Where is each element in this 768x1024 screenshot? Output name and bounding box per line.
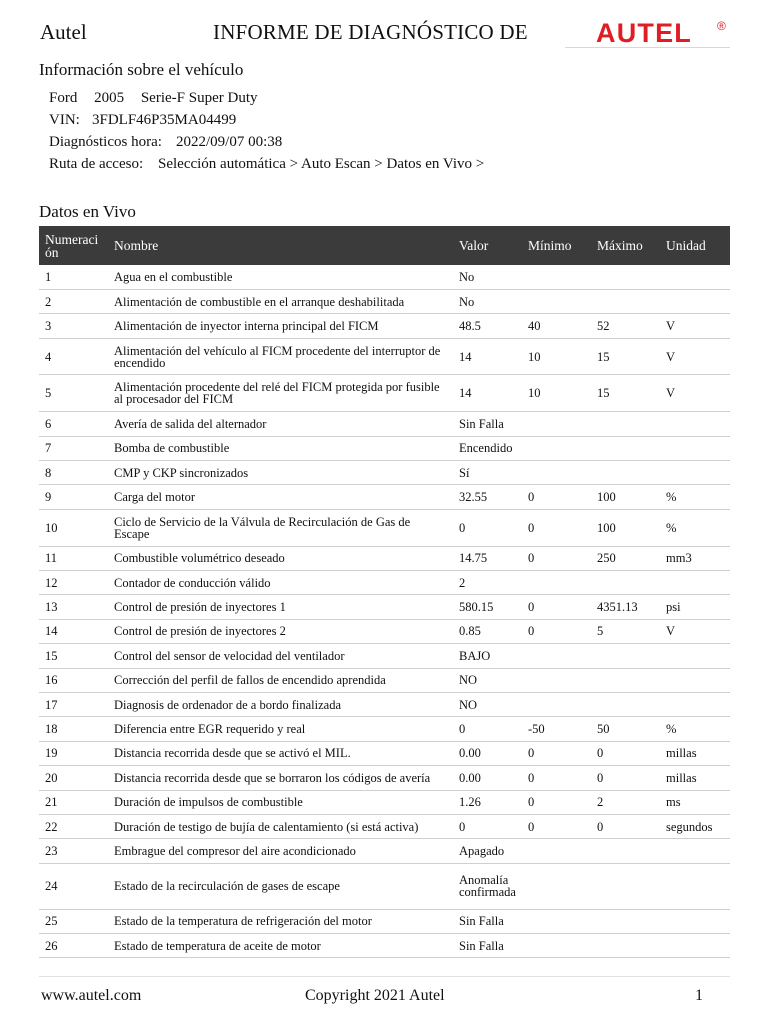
cell-max (591, 436, 660, 460)
cell-name: Control de presión de inyectores 1 (108, 595, 453, 619)
cell-number: 24 (39, 863, 108, 909)
cell-name: Ciclo de Servicio de la Válvula de Recirculación de Gas de Escape (108, 509, 453, 546)
vehicle-year: 2005 (94, 90, 125, 106)
table-row (39, 934, 730, 958)
cell-name: Carga del motor (108, 485, 453, 509)
cell-value: NO (453, 668, 522, 692)
cell-number: 9 (39, 485, 108, 509)
cell-min: 0 (522, 509, 591, 546)
cell-max: 0 (591, 741, 660, 765)
table-row (39, 619, 730, 643)
cell-name: Contador de conducción válido (108, 571, 453, 595)
cell-min (522, 839, 591, 863)
cell-number: 14 (39, 619, 108, 643)
table-row (39, 863, 730, 909)
table-row (39, 436, 730, 460)
cell-unit (660, 692, 730, 716)
cell-unit (660, 839, 730, 863)
cell-value: No (453, 265, 522, 289)
cell-unit (660, 863, 730, 909)
access-path-value: Selección automática > Auto Escan > Datos en Vivo > (158, 156, 485, 172)
footer-page-number: 1 (695, 987, 703, 1004)
cell-number: 4 (39, 338, 108, 375)
cell-max: 15 (591, 338, 660, 375)
cell-max (591, 692, 660, 716)
cell-min: 10 (522, 375, 591, 412)
cell-value: No (453, 289, 522, 313)
table-row (39, 814, 730, 838)
cell-value: 0.00 (453, 741, 522, 765)
vin-value: 3FDLF46P35MA04499 (92, 112, 237, 128)
cell-unit: V (660, 338, 730, 375)
cell-max (591, 412, 660, 436)
cell-name: Alimentación de combustible en el arranque deshabilitada (108, 289, 453, 313)
cell-number: 2 (39, 289, 108, 313)
table-header-row (39, 226, 730, 265)
table-row (39, 461, 730, 485)
cell-unit (660, 265, 730, 289)
cell-min: 0 (522, 814, 591, 838)
table-row (39, 692, 730, 716)
cell-number: 22 (39, 814, 108, 838)
cell-max (591, 668, 660, 692)
cell-min (522, 863, 591, 909)
header-divider (565, 47, 730, 48)
cell-value: 14.75 (453, 546, 522, 570)
table-row (39, 509, 730, 546)
table-row (39, 546, 730, 570)
cell-max (591, 265, 660, 289)
cell-min (522, 909, 591, 933)
cell-name: Distancia recorrida desde que se activó el MIL. (108, 741, 453, 765)
live-data-title: Datos en Vivo (39, 202, 136, 221)
table-row (39, 839, 730, 863)
cell-min: 0 (522, 595, 591, 619)
cell-name: Duración de testigo de bujía de calentamiento (si está activa) (108, 814, 453, 838)
cell-number: 20 (39, 766, 108, 790)
cell-min: 0 (522, 619, 591, 643)
cell-unit: V (660, 314, 730, 338)
cell-name: Avería de salida del alternador (108, 412, 453, 436)
cell-max (591, 289, 660, 313)
cell-min: 0 (522, 766, 591, 790)
cell-unit: psi (660, 595, 730, 619)
cell-name: Alimentación del vehículo al FICM procedente del interruptor de encendido (108, 338, 453, 375)
cell-unit (660, 412, 730, 436)
cell-unit (660, 289, 730, 313)
cell-number: 8 (39, 461, 108, 485)
cell-name: Alimentación de inyector interna principal del FICM (108, 314, 453, 338)
cell-min (522, 668, 591, 692)
cell-unit: millas (660, 741, 730, 765)
cell-max: 0 (591, 814, 660, 838)
cell-name: Bomba de combustible (108, 436, 453, 460)
cell-unit: millas (660, 766, 730, 790)
cell-max (591, 571, 660, 595)
cell-unit (660, 571, 730, 595)
cell-max (591, 934, 660, 958)
cell-number: 18 (39, 717, 108, 741)
cell-value: 0.00 (453, 766, 522, 790)
cell-name: Agua en el combustible (108, 265, 453, 289)
cell-name: Estado de la recirculación de gases de escape (108, 863, 453, 909)
column-header-unit: Unidad (660, 226, 730, 265)
cell-number: 3 (39, 314, 108, 338)
cell-max (591, 909, 660, 933)
cell-number: 7 (39, 436, 108, 460)
column-header-number: Numeración (39, 226, 108, 265)
cell-min (522, 289, 591, 313)
table-row (39, 289, 730, 313)
cell-min (522, 934, 591, 958)
logo-wordmark: AUTEL (596, 18, 692, 47)
cell-name: Alimentación procedente del relé del FICM protegida por fusible al procesador del FICM (108, 375, 453, 412)
report-header (0, 0, 768, 50)
cell-unit (660, 436, 730, 460)
cell-number: 16 (39, 668, 108, 692)
cell-name: Control de presión de inyectores 2 (108, 619, 453, 643)
cell-number: 15 (39, 644, 108, 668)
table-row (39, 485, 730, 509)
cell-unit (660, 668, 730, 692)
cell-unit: mm3 (660, 546, 730, 570)
table-row (39, 314, 730, 338)
cell-name: Control del sensor de velocidad del ventilador (108, 644, 453, 668)
cell-min: 0 (522, 790, 591, 814)
table-row (39, 571, 730, 595)
cell-min (522, 265, 591, 289)
footer-website: www.autel.com (41, 987, 142, 1004)
cell-name: Corrección del perfil de fallos de encendido aprendida (108, 668, 453, 692)
cell-name: Diagnosis de ordenador de a bordo finalizada (108, 692, 453, 716)
cell-name: Embrague del compresor del aire acondicionado (108, 839, 453, 863)
table-row (39, 790, 730, 814)
cell-number: 5 (39, 375, 108, 412)
cell-min (522, 412, 591, 436)
table-row (39, 668, 730, 692)
cell-value: Sin Falla (453, 909, 522, 933)
cell-max: 15 (591, 375, 660, 412)
cell-value: Anomalía confirmada (453, 863, 522, 909)
cell-max: 4351.13 (591, 595, 660, 619)
column-header-value: Valor (453, 226, 522, 265)
cell-name: Estado de la temperatura de refrigeración del motor (108, 909, 453, 933)
cell-max: 0 (591, 766, 660, 790)
cell-number: 11 (39, 546, 108, 570)
cell-name: CMP y CKP sincronizados (108, 461, 453, 485)
cell-number: 13 (39, 595, 108, 619)
cell-name: Duración de impulsos de combustible (108, 790, 453, 814)
autel-logo (596, 17, 730, 47)
cell-max (591, 839, 660, 863)
cell-number: 1 (39, 265, 108, 289)
cell-value: 0 (453, 717, 522, 741)
cell-min (522, 644, 591, 668)
cell-number: 21 (39, 790, 108, 814)
cell-value: Encendido (453, 436, 522, 460)
cell-value: Sin Falla (453, 412, 522, 436)
cell-min: -50 (522, 717, 591, 741)
cell-max: 100 (591, 509, 660, 546)
column-header-name: Nombre (108, 226, 453, 265)
cell-max: 50 (591, 717, 660, 741)
diagnostic-time-label: Diagnósticos hora: (49, 134, 162, 150)
cell-unit (660, 461, 730, 485)
cell-max: 2 (591, 790, 660, 814)
cell-value: Apagado (453, 839, 522, 863)
brand-name: Autel (40, 20, 87, 44)
cell-number: 12 (39, 571, 108, 595)
cell-max: 52 (591, 314, 660, 338)
cell-max (591, 461, 660, 485)
footer-copyright: Copyright 2021 Autel (305, 987, 445, 1004)
cell-value: BAJO (453, 644, 522, 668)
cell-max: 250 (591, 546, 660, 570)
cell-min (522, 436, 591, 460)
cell-number: 17 (39, 692, 108, 716)
cell-max: 100 (591, 485, 660, 509)
cell-name: Estado de temperatura de aceite de motor (108, 934, 453, 958)
table-row (39, 644, 730, 668)
column-header-max: Máximo (591, 226, 660, 265)
cell-value: 580.15 (453, 595, 522, 619)
diagnostic-time-line (49, 134, 283, 151)
cell-value: 0 (453, 814, 522, 838)
cell-unit: segundos (660, 814, 730, 838)
cell-number: 10 (39, 509, 108, 546)
column-header-min: Mínimo (522, 226, 591, 265)
cell-unit (660, 934, 730, 958)
cell-number: 25 (39, 909, 108, 933)
cell-value: NO (453, 692, 522, 716)
cell-value: 14 (453, 338, 522, 375)
cell-unit: ms (660, 790, 730, 814)
table-row (39, 595, 730, 619)
cell-max: 5 (591, 619, 660, 643)
cell-name: Combustible volumétrico deseado (108, 546, 453, 570)
cell-min (522, 571, 591, 595)
table-row (39, 412, 730, 436)
table-row (39, 766, 730, 790)
table-row (39, 717, 730, 741)
vin-line (49, 112, 237, 129)
cell-value: 1.26 (453, 790, 522, 814)
cell-min: 10 (522, 338, 591, 375)
vin-label: VIN: (49, 112, 80, 128)
cell-value: 32.55 (453, 485, 522, 509)
cell-min: 0 (522, 485, 591, 509)
vehicle-model-line (49, 90, 271, 107)
cell-number: 19 (39, 741, 108, 765)
table-row (39, 265, 730, 289)
cell-value: Sí (453, 461, 522, 485)
cell-unit: V (660, 619, 730, 643)
cell-value: Sin Falla (453, 934, 522, 958)
report-title: INFORME DE DIAGNÓSTICO DE (213, 20, 528, 44)
cell-min: 40 (522, 314, 591, 338)
cell-unit (660, 909, 730, 933)
table-row (39, 741, 730, 765)
access-path-label: Ruta de acceso: (49, 156, 144, 172)
vehicle-model: Serie-F Super Duty (140, 90, 258, 106)
cell-value: 0 (453, 509, 522, 546)
diagnostic-time-value: 2022/09/07 00:38 (176, 134, 283, 150)
cell-min: 0 (522, 741, 591, 765)
vehicle-info-title: Información sobre el vehículo (39, 60, 244, 79)
access-path-line (49, 156, 485, 173)
cell-min (522, 692, 591, 716)
cell-unit: V (660, 375, 730, 412)
cell-value: 48.5 (453, 314, 522, 338)
cell-number: 26 (39, 934, 108, 958)
live-data-table (39, 226, 730, 958)
cell-unit: % (660, 509, 730, 546)
cell-value: 2 (453, 571, 522, 595)
logo-registered-mark: ® (717, 19, 726, 33)
cell-max (591, 644, 660, 668)
cell-min: 0 (522, 546, 591, 570)
cell-min (522, 461, 591, 485)
vehicle-make: Ford (49, 90, 78, 106)
cell-number: 6 (39, 412, 108, 436)
table-row (39, 338, 730, 375)
cell-number: 23 (39, 839, 108, 863)
cell-unit: % (660, 717, 730, 741)
cell-name: Diferencia entre EGR requerido y real (108, 717, 453, 741)
cell-unit (660, 644, 730, 668)
cell-value: 0.85 (453, 619, 522, 643)
cell-value: 14 (453, 375, 522, 412)
cell-max (591, 863, 660, 909)
cell-unit: % (660, 485, 730, 509)
table-row (39, 375, 730, 412)
footer-divider (39, 976, 730, 977)
table-row (39, 909, 730, 933)
cell-name: Distancia recorrida desde que se borraron los códigos de avería (108, 766, 453, 790)
